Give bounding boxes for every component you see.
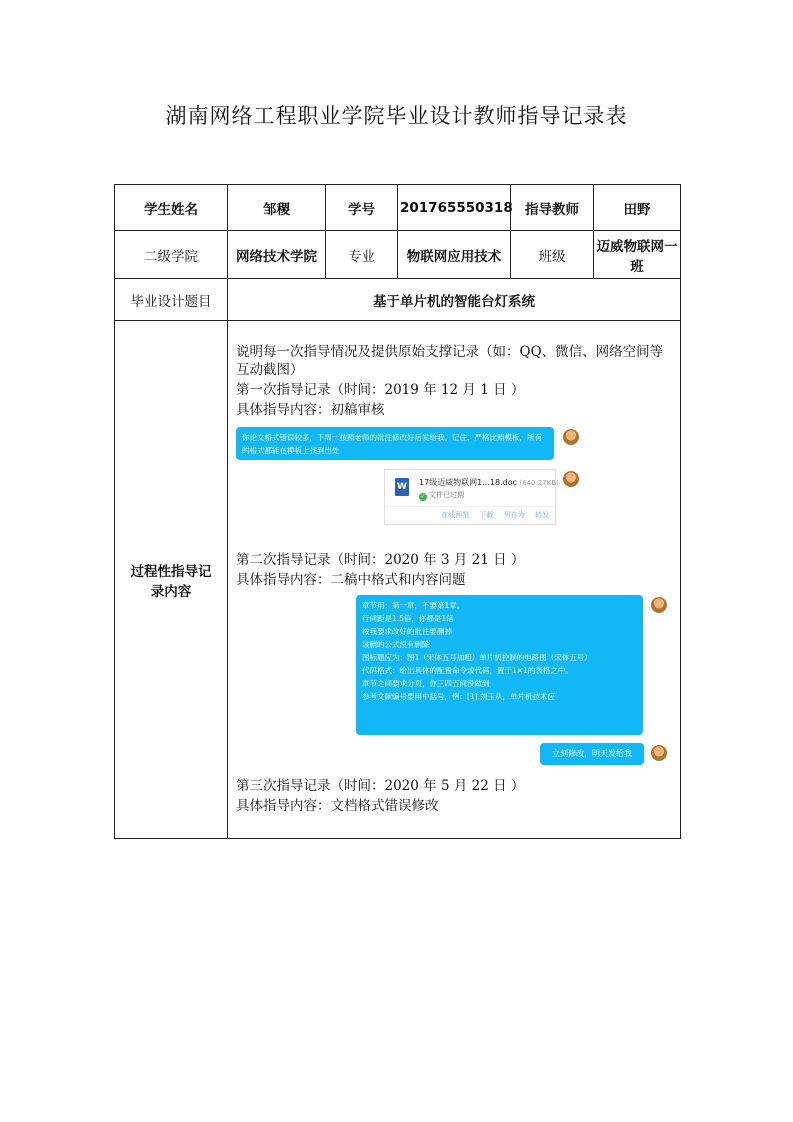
table-row — [115, 185, 681, 231]
preview-link[interactable]: 在线预览 — [441, 511, 470, 519]
student-id-label: 学号 — [326, 185, 398, 231]
save-as-link[interactable]: 另存为 — [503, 511, 525, 519]
record-3-content: 具体指导内容：文档格式错误修改 — [236, 798, 439, 814]
reply-bubble: 立刻修改，明天发给我 — [540, 743, 644, 765]
major-label: 专业 — [326, 231, 398, 279]
topic-label: 毕业设计题目 — [115, 279, 228, 321]
record-1-title: 第一次指导记录（时间：2019 年 12 月 1 日 ） — [236, 382, 525, 398]
word-document-icon: W — [395, 478, 409, 496]
guidance-record-table — [114, 184, 681, 839]
student-name: 邹稷 — [228, 185, 326, 231]
chat-bubble: 你论文格式错误较多，下周一按照老师的批注修改好后发给我。记住，严格比照模板，所有的格式都能在模板上找到出处 — [236, 427, 554, 460]
chat-screenshot-2 — [348, 593, 674, 769]
file-actions — [385, 506, 555, 520]
check-icon: ✓ — [420, 493, 426, 500]
class-label: 班级 — [511, 231, 594, 279]
page-title: 湖南网络工程职业学院毕业设计教师指导记录表 — [165, 104, 628, 128]
records-cell — [228, 321, 681, 839]
chat-bubble: 章节用：第一章，不要第1章。 行间距是1.5倍，你都是1倍 按我要求改好的批注要删掉 该删的公式没有删除 图标题应为：图1（宋体五号加粗）单片机控制的电路图（宋体五号） 代码格式：给出具体的配置命令或代码，置于1×1的表格之中。 章节之间要求分页，你三四五间没做到 参考文献编号要用中括号，例：[1].刘玉从，单片机技术应 — [356, 595, 643, 735]
college: 网络技术学院 — [228, 231, 326, 279]
avatar — [651, 745, 667, 761]
download-link[interactable]: 下载 — [479, 511, 494, 519]
instruction-text: 说明每一次指导情况及提供原始支撑记录（如：QQ、微信、网络空间等互动截图） — [236, 344, 664, 378]
major: 物联网应用技术 — [398, 231, 511, 279]
avatar — [651, 597, 667, 613]
process-label: 过程性指导记录内容 — [115, 321, 228, 839]
table-row — [115, 321, 681, 839]
record-1-content: 具体指导内容：初稿审核 — [236, 402, 385, 418]
file-name: 17级迈威物联网1...18.doc (640.27KB) — [419, 478, 559, 487]
avatar — [563, 429, 579, 445]
table-row — [115, 279, 681, 321]
student-id: 201765550318 — [398, 185, 511, 231]
topic: 基于单片机的智能台灯系统 — [228, 279, 681, 321]
forward-link[interactable]: 转发 — [535, 511, 549, 519]
chat-screenshot-1 — [232, 425, 672, 533]
advisor: 田野 — [594, 185, 681, 231]
advisor-label: 指导教师 — [511, 185, 594, 231]
college-label: 二级学院 — [115, 231, 228, 279]
class: 迈威物联网一班 — [594, 231, 681, 279]
student-name-label: 学生姓名 — [115, 185, 228, 231]
table-row — [115, 231, 681, 279]
file-card[interactable] — [384, 469, 559, 525]
avatar — [563, 471, 579, 487]
record-3-title: 第三次指导记录（时间：2020 年 5 月 22 日 ） — [236, 778, 525, 794]
file-status: ✓ 文件已过期 — [420, 491, 464, 500]
record-2-content: 具体指导内容：二稿中格式和内容问题 — [236, 572, 466, 588]
record-2-title: 第二次指导记录（时间：2020 年 3 月 21 日 ） — [236, 552, 525, 568]
